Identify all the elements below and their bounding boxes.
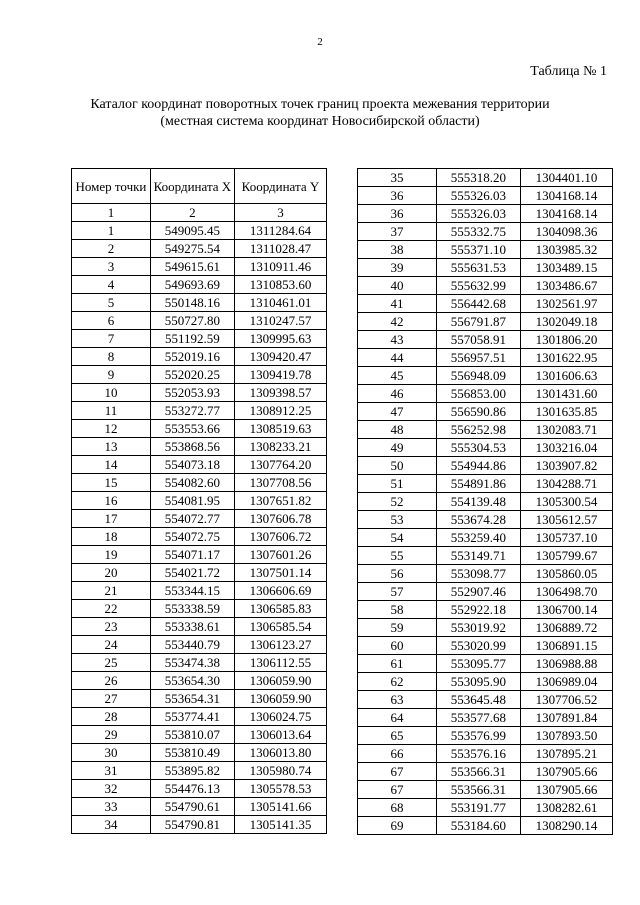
coordinate-x-cell: 555318.20 <box>436 169 520 187</box>
table-row <box>72 690 327 708</box>
coordinate-x-cell: 550727.80 <box>150 312 234 330</box>
coordinate-x-cell: 554021.72 <box>150 564 234 582</box>
coordinate-x-cell: 553566.31 <box>436 781 520 799</box>
coordinate-x-cell: 551192.59 <box>150 330 234 348</box>
coordinate-y-cell: 1305141.66 <box>234 798 326 816</box>
coordinate-y-cell: 1306059.90 <box>234 672 326 690</box>
coordinate-x-cell: 553019.92 <box>436 619 520 637</box>
coordinate-x-cell: 553654.30 <box>150 672 234 690</box>
table-row <box>72 780 327 798</box>
coordinate-x-cell: 552020.25 <box>150 366 234 384</box>
coordinate-x-cell: 556442.68 <box>436 295 520 313</box>
coordinate-x-cell: 554790.61 <box>150 798 234 816</box>
coordinate-x-cell: 553645.48 <box>436 691 520 709</box>
table-row <box>72 564 327 582</box>
table-row <box>358 781 613 799</box>
table-row <box>358 493 613 511</box>
coordinate-y-cell: 1307601.26 <box>234 546 326 564</box>
point-number-cell: 67 <box>358 763 437 781</box>
coordinate-x-cell: 553440.79 <box>150 636 234 654</box>
point-number-cell: 31 <box>72 762 151 780</box>
point-number-cell: 1 <box>72 222 151 240</box>
coordinate-y-cell: 1309419.78 <box>234 366 326 384</box>
coordinate-y-cell: 1305980.74 <box>234 762 326 780</box>
point-number-cell: 36 <box>358 205 437 223</box>
table-row <box>358 205 613 223</box>
coordinate-x-cell: 553474.38 <box>150 654 234 672</box>
table-row <box>72 582 327 600</box>
coordinate-x-cell: 555326.03 <box>436 187 520 205</box>
table-row <box>72 402 327 420</box>
point-number-cell: 67 <box>358 781 437 799</box>
point-number-cell: 20 <box>72 564 151 582</box>
point-number-cell: 40 <box>358 277 437 295</box>
point-number-cell: 27 <box>72 690 151 708</box>
coordinate-x-cell: 553184.60 <box>436 817 520 835</box>
coordinate-y-cell: 1306123.27 <box>234 636 326 654</box>
coordinate-y-cell: 1302561.97 <box>520 295 612 313</box>
point-number-cell: 45 <box>358 367 437 385</box>
coordinate-x-cell: 553020.99 <box>436 637 520 655</box>
table-row <box>358 799 613 817</box>
point-number-cell: 49 <box>358 439 437 457</box>
coordinate-x-cell: 556948.09 <box>436 367 520 385</box>
table-row <box>358 259 613 277</box>
coordinate-y-cell: 1304288.71 <box>520 475 612 493</box>
table-row <box>358 421 613 439</box>
table-row <box>72 420 327 438</box>
coordinate-x-cell: 553868.56 <box>150 438 234 456</box>
coordinate-y-cell: 1303486.67 <box>520 277 612 295</box>
coordinate-y-cell: 1309398.57 <box>234 384 326 402</box>
point-number-cell: 5 <box>72 294 151 312</box>
coordinate-x-cell: 553576.99 <box>436 727 520 745</box>
coordinate-x-cell: 555371.10 <box>436 241 520 259</box>
table-row <box>358 763 613 781</box>
coordinate-y-cell: 1307891.84 <box>520 709 612 727</box>
coordinate-y-cell: 1306606.69 <box>234 582 326 600</box>
coordinate-y-cell: 1304401.10 <box>520 169 612 187</box>
coordinate-y-cell: 1307764.20 <box>234 456 326 474</box>
coordinate-y-cell: 1305141.35 <box>234 816 326 834</box>
coordinate-x-cell: 554073.18 <box>150 456 234 474</box>
coordinate-y-cell: 1309995.63 <box>234 330 326 348</box>
coordinate-y-cell: 1311284.64 <box>234 222 326 240</box>
table-row <box>358 547 613 565</box>
point-number-cell: 2 <box>72 240 151 258</box>
point-number-cell: 21 <box>72 582 151 600</box>
coordinates-table-left <box>71 168 327 834</box>
coordinate-x-cell: 553272.77 <box>150 402 234 420</box>
coordinate-y-cell: 1306024.75 <box>234 708 326 726</box>
coordinate-x-cell: 554944.86 <box>436 457 520 475</box>
point-number-cell: 29 <box>72 726 151 744</box>
point-number-cell: 4 <box>72 276 151 294</box>
table-row <box>358 385 613 403</box>
coordinate-y-cell: 1307895.21 <box>520 745 612 763</box>
coordinate-x-cell: 554790.81 <box>150 816 234 834</box>
coordinates-table-right <box>357 168 613 835</box>
coordinate-y-cell: 1301431.60 <box>520 385 612 403</box>
table-row <box>358 709 613 727</box>
coordinate-x-cell: 554081.95 <box>150 492 234 510</box>
title-line-1: Каталог координат поворотных точек границ проекта межевания территории <box>90 97 550 112</box>
coordinate-y-cell: 1302049.18 <box>520 313 612 331</box>
table-row <box>358 511 613 529</box>
point-number-cell: 28 <box>72 708 151 726</box>
point-number-cell: 61 <box>358 655 437 673</box>
coordinate-x-cell: 553774.41 <box>150 708 234 726</box>
table-row <box>358 475 613 493</box>
coordinate-x-cell: 553259.40 <box>436 529 520 547</box>
point-number-cell: 38 <box>358 241 437 259</box>
coordinate-x-cell: 553654.31 <box>150 690 234 708</box>
point-number-cell: 43 <box>358 331 437 349</box>
point-number-cell: 14 <box>72 456 151 474</box>
coordinate-y-cell: 1310853.60 <box>234 276 326 294</box>
point-number-cell: 54 <box>358 529 437 547</box>
table-row <box>72 222 327 240</box>
coordinate-y-cell: 1306989.04 <box>520 673 612 691</box>
table-row <box>358 457 613 475</box>
point-number-cell: 39 <box>358 259 437 277</box>
coordinate-x-cell: 553149.71 <box>436 547 520 565</box>
point-number-cell: 47 <box>358 403 437 421</box>
table-row <box>358 565 613 583</box>
table-row <box>358 817 613 835</box>
point-number-cell: 50 <box>358 457 437 475</box>
point-number-cell: 59 <box>358 619 437 637</box>
coordinate-y-cell: 1307893.50 <box>520 727 612 745</box>
table-row <box>358 619 613 637</box>
table-row <box>72 366 327 384</box>
coordinate-x-cell: 549693.69 <box>150 276 234 294</box>
header-point-number: Номер точки <box>72 169 151 204</box>
coordinate-x-cell: 554139.48 <box>436 493 520 511</box>
table-row <box>72 474 327 492</box>
coordinate-y-cell: 1305737.10 <box>520 529 612 547</box>
title-line-2: (местная система координат Новосибирской области) <box>160 114 480 129</box>
point-number-cell: 25 <box>72 654 151 672</box>
table-row <box>72 438 327 456</box>
coordinate-y-cell: 1303216.04 <box>520 439 612 457</box>
table-row <box>72 276 327 294</box>
coordinate-x-cell: 553895.82 <box>150 762 234 780</box>
coordinate-x-cell: 554082.60 <box>150 474 234 492</box>
point-number-cell: 17 <box>72 510 151 528</box>
point-number-cell: 46 <box>358 385 437 403</box>
point-number-cell: 58 <box>358 601 437 619</box>
table-row <box>72 636 327 654</box>
point-number-cell: 64 <box>358 709 437 727</box>
coordinate-y-cell: 1305860.05 <box>520 565 612 583</box>
table-row <box>72 456 327 474</box>
table-row <box>358 601 613 619</box>
coordinate-y-cell: 1310911.46 <box>234 258 326 276</box>
point-number-cell: 68 <box>358 799 437 817</box>
point-number-cell: 66 <box>358 745 437 763</box>
table-row <box>358 655 613 673</box>
coordinate-x-cell: 554476.13 <box>150 780 234 798</box>
table-row <box>72 672 327 690</box>
point-number-cell: 3 <box>72 258 151 276</box>
table-label: Таблица № 1 <box>530 64 607 79</box>
point-number-cell: 24 <box>72 636 151 654</box>
coordinate-y-cell: 1307708.56 <box>234 474 326 492</box>
point-number-cell: 48 <box>358 421 437 439</box>
coordinate-y-cell: 1311028.47 <box>234 240 326 258</box>
point-number-cell: 65 <box>358 727 437 745</box>
coordinate-y-cell: 1301606.63 <box>520 367 612 385</box>
point-number-cell: 23 <box>72 618 151 636</box>
table-row <box>358 169 613 187</box>
coordinate-y-cell: 1306013.80 <box>234 744 326 762</box>
table-row <box>72 546 327 564</box>
point-number-cell: 35 <box>358 169 437 187</box>
table-row <box>358 583 613 601</box>
coordinate-y-cell: 1308519.63 <box>234 420 326 438</box>
table-row <box>358 529 613 547</box>
point-number-cell: 30 <box>72 744 151 762</box>
point-number-cell: 41 <box>358 295 437 313</box>
coordinate-y-cell: 1305300.54 <box>520 493 612 511</box>
header-index-2: 2 <box>150 204 234 222</box>
coordinate-x-cell: 556791.87 <box>436 313 520 331</box>
coordinate-x-cell: 553810.49 <box>150 744 234 762</box>
point-number-cell: 52 <box>358 493 437 511</box>
point-number-cell: 69 <box>358 817 437 835</box>
coordinate-y-cell: 1310461.01 <box>234 294 326 312</box>
table-row <box>72 600 327 618</box>
coordinate-x-cell: 554071.17 <box>150 546 234 564</box>
coordinate-x-cell: 554072.77 <box>150 510 234 528</box>
table-row <box>358 403 613 421</box>
point-number-cell: 26 <box>72 672 151 690</box>
table-row <box>72 312 327 330</box>
coordinate-y-cell: 1308912.25 <box>234 402 326 420</box>
coordinate-y-cell: 1306889.72 <box>520 619 612 637</box>
table-row <box>358 295 613 313</box>
coordinate-y-cell: 1304098.36 <box>520 223 612 241</box>
point-number-cell: 19 <box>72 546 151 564</box>
coordinate-x-cell: 553566.31 <box>436 763 520 781</box>
table-row <box>72 708 327 726</box>
coordinate-x-cell: 556957.51 <box>436 349 520 367</box>
point-number-cell: 7 <box>72 330 151 348</box>
point-number-cell: 22 <box>72 600 151 618</box>
header-coordinate-x: Координата X <box>150 169 234 204</box>
coordinate-x-cell: 555632.99 <box>436 277 520 295</box>
point-number-cell: 6 <box>72 312 151 330</box>
point-number-cell: 60 <box>358 637 437 655</box>
coordinate-x-cell: 553576.16 <box>436 745 520 763</box>
table-row <box>72 618 327 636</box>
coordinate-x-cell: 553344.15 <box>150 582 234 600</box>
coordinate-x-cell: 553095.90 <box>436 673 520 691</box>
coordinate-y-cell: 1306013.64 <box>234 726 326 744</box>
coordinate-x-cell: 553338.61 <box>150 618 234 636</box>
table-row <box>72 762 327 780</box>
coordinate-y-cell: 1306112.55 <box>234 654 326 672</box>
table-row <box>358 367 613 385</box>
table-row <box>358 745 613 763</box>
table-row <box>72 528 327 546</box>
coordinate-x-cell: 552922.18 <box>436 601 520 619</box>
coordinate-x-cell: 555332.75 <box>436 223 520 241</box>
table-row <box>72 240 327 258</box>
coordinate-y-cell: 1310247.57 <box>234 312 326 330</box>
table-row <box>72 654 327 672</box>
coordinate-y-cell: 1303985.32 <box>520 241 612 259</box>
table-row <box>358 349 613 367</box>
coordinate-x-cell: 552907.46 <box>436 583 520 601</box>
table-row <box>358 277 613 295</box>
point-number-cell: 11 <box>72 402 151 420</box>
coordinate-y-cell: 1306585.83 <box>234 600 326 618</box>
coordinate-x-cell: 553553.66 <box>150 420 234 438</box>
point-number-cell: 36 <box>358 187 437 205</box>
point-number-cell: 34 <box>72 816 151 834</box>
table-row <box>72 294 327 312</box>
coordinate-y-cell: 1301806.20 <box>520 331 612 349</box>
table-row <box>358 241 613 259</box>
coordinate-x-cell: 549615.61 <box>150 258 234 276</box>
table-row <box>358 223 613 241</box>
coordinate-x-cell: 557058.91 <box>436 331 520 349</box>
coordinate-x-cell: 553810.07 <box>150 726 234 744</box>
left-table-body <box>72 222 327 834</box>
coordinate-x-cell: 549275.54 <box>150 240 234 258</box>
table-row <box>358 637 613 655</box>
point-number-cell: 12 <box>72 420 151 438</box>
table-row <box>72 744 327 762</box>
point-number-cell: 8 <box>72 348 151 366</box>
point-number-cell: 16 <box>72 492 151 510</box>
coordinate-y-cell: 1307905.66 <box>520 781 612 799</box>
document-title <box>0 96 640 130</box>
table-row <box>358 331 613 349</box>
coordinate-x-cell: 556252.98 <box>436 421 520 439</box>
coordinate-x-cell: 550148.16 <box>150 294 234 312</box>
coordinate-x-cell: 556853.00 <box>436 385 520 403</box>
coordinate-y-cell: 1301622.95 <box>520 349 612 367</box>
table-row <box>358 727 613 745</box>
coordinate-x-cell: 553098.77 <box>436 565 520 583</box>
table-row <box>358 187 613 205</box>
coordinate-x-cell: 552019.16 <box>150 348 234 366</box>
coordinate-y-cell: 1308290.14 <box>520 817 612 835</box>
coordinate-y-cell: 1308282.61 <box>520 799 612 817</box>
point-number-cell: 15 <box>72 474 151 492</box>
header-index-3: 3 <box>234 204 326 222</box>
point-number-cell: 44 <box>358 349 437 367</box>
coordinate-y-cell: 1307606.72 <box>234 528 326 546</box>
coordinate-y-cell: 1306988.88 <box>520 655 612 673</box>
coordinate-y-cell: 1307651.82 <box>234 492 326 510</box>
point-number-cell: 57 <box>358 583 437 601</box>
coordinate-y-cell: 1305578.53 <box>234 780 326 798</box>
table-row <box>358 673 613 691</box>
header-index-1: 1 <box>72 204 151 222</box>
coordinate-x-cell: 555326.03 <box>436 205 520 223</box>
table-row <box>72 384 327 402</box>
point-number-cell: 33 <box>72 798 151 816</box>
coordinate-y-cell: 1305799.67 <box>520 547 612 565</box>
table-row <box>72 492 327 510</box>
point-number-cell: 53 <box>358 511 437 529</box>
coordinate-y-cell: 1306700.14 <box>520 601 612 619</box>
point-number-cell: 18 <box>72 528 151 546</box>
coordinate-y-cell: 1306891.15 <box>520 637 612 655</box>
coordinate-y-cell: 1309420.47 <box>234 348 326 366</box>
table-row <box>358 691 613 709</box>
coordinate-y-cell: 1305612.57 <box>520 511 612 529</box>
point-number-cell: 62 <box>358 673 437 691</box>
right-table-body <box>358 169 613 835</box>
table-row <box>72 798 327 816</box>
coordinate-y-cell: 1308233.21 <box>234 438 326 456</box>
point-number-cell: 63 <box>358 691 437 709</box>
table-row <box>72 330 327 348</box>
coordinate-y-cell: 1304168.14 <box>520 187 612 205</box>
coordinate-y-cell: 1307606.78 <box>234 510 326 528</box>
coordinate-y-cell: 1303907.82 <box>520 457 612 475</box>
coordinate-y-cell: 1307706.52 <box>520 691 612 709</box>
coordinate-y-cell: 1301635.85 <box>520 403 612 421</box>
table-row <box>72 348 327 366</box>
coordinate-x-cell: 555631.53 <box>436 259 520 277</box>
coordinate-y-cell: 1306059.90 <box>234 690 326 708</box>
coordinate-y-cell: 1307501.14 <box>234 564 326 582</box>
coordinate-y-cell: 1306585.54 <box>234 618 326 636</box>
coordinate-x-cell: 553338.59 <box>150 600 234 618</box>
coordinate-x-cell: 555304.53 <box>436 439 520 457</box>
coordinate-x-cell: 553577.68 <box>436 709 520 727</box>
table-row <box>358 439 613 457</box>
coordinate-x-cell: 553674.28 <box>436 511 520 529</box>
coordinate-x-cell: 554891.86 <box>436 475 520 493</box>
coordinate-x-cell: 556590.86 <box>436 403 520 421</box>
point-number-cell: 56 <box>358 565 437 583</box>
point-number-cell: 51 <box>358 475 437 493</box>
coordinate-y-cell: 1304168.14 <box>520 205 612 223</box>
coordinate-x-cell: 554072.75 <box>150 528 234 546</box>
coordinate-y-cell: 1306498.70 <box>520 583 612 601</box>
coordinate-y-cell: 1302083.71 <box>520 421 612 439</box>
coordinate-x-cell: 552053.93 <box>150 384 234 402</box>
point-number-cell: 10 <box>72 384 151 402</box>
point-number-cell: 37 <box>358 223 437 241</box>
point-number-cell: 9 <box>72 366 151 384</box>
table-row <box>72 816 327 834</box>
coordinate-y-cell: 1303489.15 <box>520 259 612 277</box>
table-row <box>358 313 613 331</box>
header-coordinate-y: Координата Y <box>234 169 326 204</box>
table-row <box>72 510 327 528</box>
page-number: 2 <box>317 36 323 48</box>
point-number-cell: 32 <box>72 780 151 798</box>
coordinate-x-cell: 553191.77 <box>436 799 520 817</box>
table-row <box>72 726 327 744</box>
coordinate-x-cell: 549095.45 <box>150 222 234 240</box>
point-number-cell: 42 <box>358 313 437 331</box>
coordinate-x-cell: 553095.77 <box>436 655 520 673</box>
table-row <box>72 258 327 276</box>
coordinate-y-cell: 1307905.66 <box>520 763 612 781</box>
point-number-cell: 13 <box>72 438 151 456</box>
point-number-cell: 55 <box>358 547 437 565</box>
